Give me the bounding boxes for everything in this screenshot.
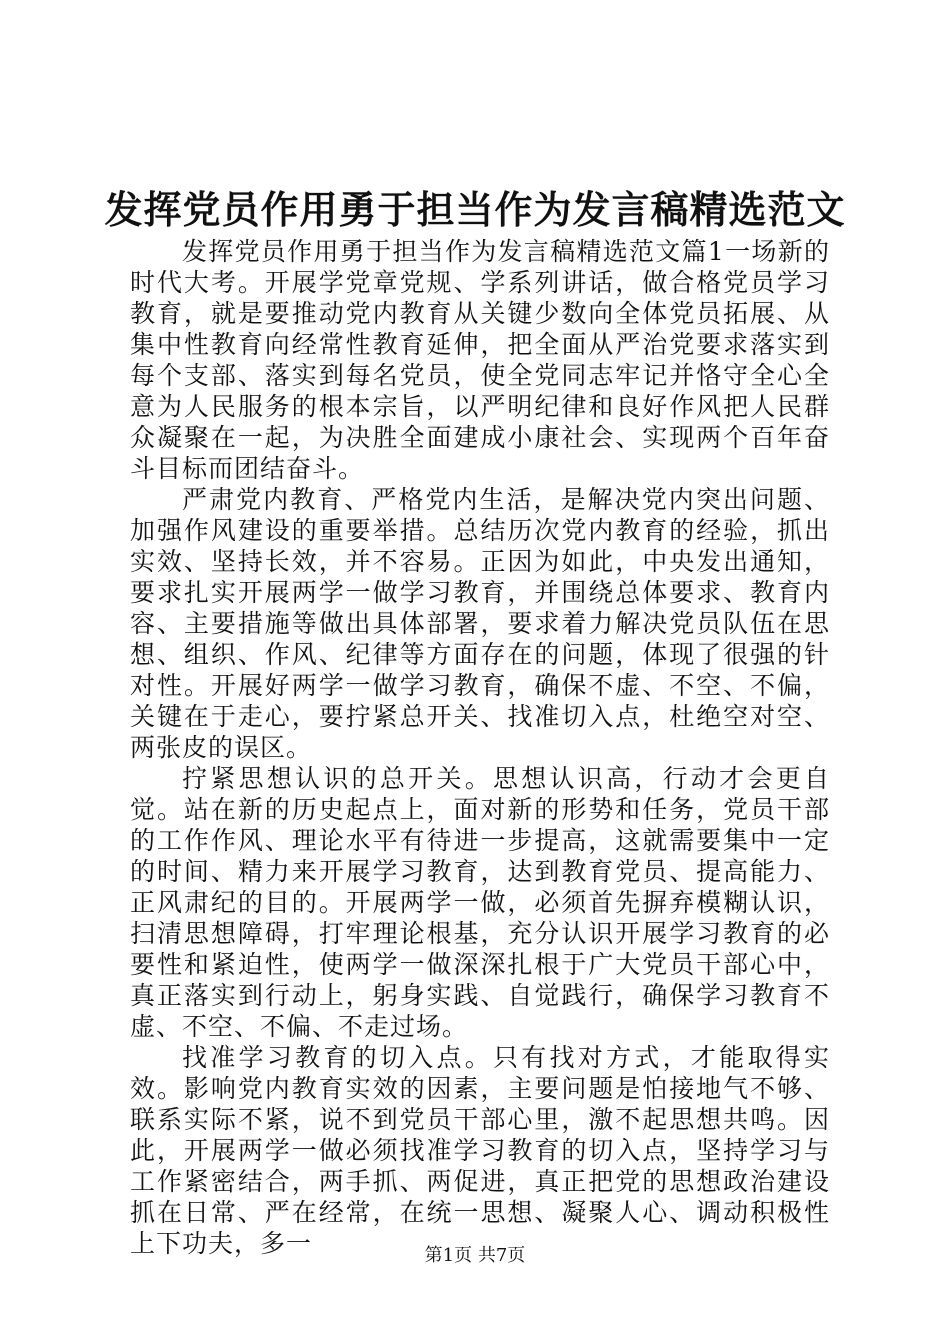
paragraph-2: 严肃党内教育、严格党内生活，是解决党内突出问题、加强作风建设的重要举措。总结历次党内教育的经验，抓出实效、坚持长效，并不容易。正因为如此，中央发出通知，要求扎实开展两学一做学习教育，并围绕总体要求、教育内容、主要措施等做出具体部署，要求着力解决党员队伍在思想、组织、作风、纪律等方面存在的问题，体现了很强的针对性。开展好两学一做学习教育，确保不虚、不空、不偏，关键在于走心，要拧紧总开关、找准切入点，杜绝空对空、两张皮的误区。: [130, 485, 830, 762]
paragraph-1: 发挥党员作用勇于担当作为发言稿精选范文篇1一场新的时代大考。开展学党章党规、学系列讲话，做合格党员学习教育，就是要推动党内教育从关键少数向全体党员拓展、从集中性教育向经常性教育延伸，把全面从严治党要求落实到每个支部、落实到每名党员，使全党同志牢记并恪守全心全意为人民服务的根本宗旨，以严明纪律和良好作风把人民群众凝聚在一起，为决胜全面建成小康社会、实现两个百年奋斗目标而团结奋斗。: [130, 237, 830, 483]
document-title: 发挥党员作用勇于担当作为发言稿精选范文: [104, 187, 846, 232]
document-body: [130, 236, 830, 1259]
page-number-footer: 第1页 共7页: [424, 1245, 526, 1266]
paragraph-3: 拧紧思想认识的总开关。思想认识高，行动才会更自觉。站在新的历史起点上，面对新的形势和任务，党员干部的工作作风、理论水平有待进一步提高，这就需要集中一定的时间、精力来开展学习教育，达到教育党员、提高能力、正风肃纪的目的。开展两学一做，必须首先摒弃模糊认识，扫清思想障碍，打牢理论根基，充分认识开展学习教育的必要性和紧迫性，使两学一做深深扎根于广大党员干部心中，真正落实到行动上，躬身实践、自觉践行，确保学习教育不虚、不空、不偏、不走过场。: [130, 764, 830, 1041]
paragraph-4: 找准学习教育的切入点。只有找对方式，才能取得实效。影响党内教育实效的因素，主要问题是怕接地气不够、联系实际不紧，说不到党员干部心里，激不起思想共鸣。因此，开展两学一做必须找准学习教育的切入点，坚持学习与工作紧密结合，两手抓、两促进，真正把党的思想政治建设抓在日常、严在经常，在统一思想、凝聚人心、调动积极性上下功夫，多一: [130, 1043, 830, 1258]
